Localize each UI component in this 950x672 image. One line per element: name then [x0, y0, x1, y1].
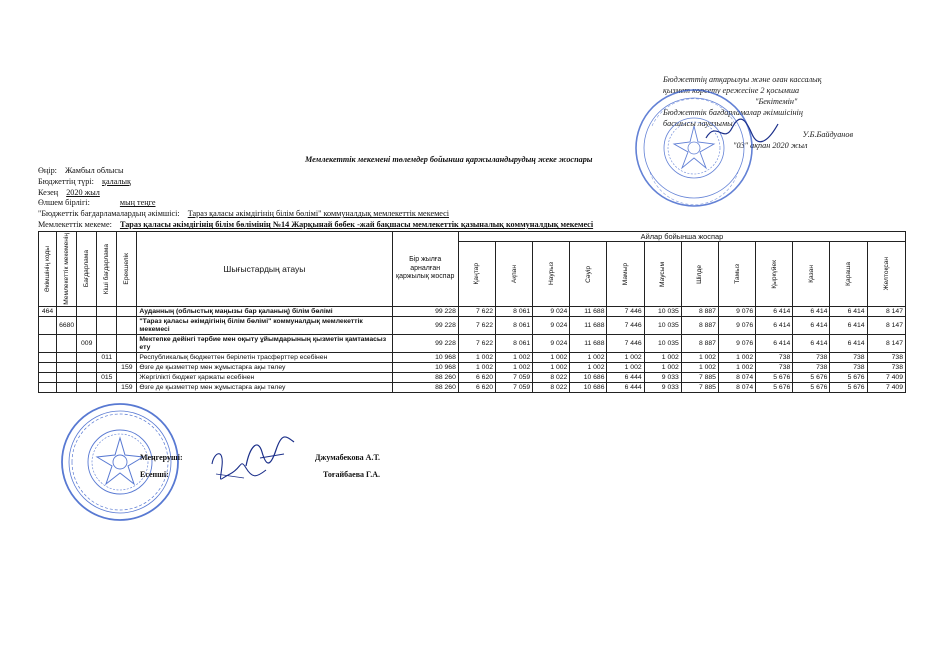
month-value-cell: 6 620 [458, 373, 495, 383]
document-title: Мемлекеттік мекемені төлемдер бойынша қаржыландырудың жеке жоспары [305, 155, 593, 164]
month-value-cell: 6 620 [458, 383, 495, 393]
approval-line-4: Бюджеттік бағдарламалар әкімшісінің [663, 108, 803, 117]
month-value-cell: 11 688 [570, 307, 607, 317]
month-value-cell: 738 [793, 353, 830, 363]
annual-total-cell: 88 260 [392, 383, 458, 393]
month-value-cell: 10 035 [644, 335, 681, 353]
code-cell [77, 353, 97, 363]
code-cell: 159 [117, 363, 137, 373]
approval-line-5: басшысы лауазымы [663, 119, 733, 128]
info-budget-type-label: Бюджеттің түрі: [38, 176, 94, 186]
month-value-cell: 8 147 [867, 335, 905, 353]
month-value-cell: 9 076 [718, 317, 755, 335]
info-unit-label: Өлшем бірлігі: [38, 198, 90, 208]
code-cell: 015 [97, 373, 117, 383]
approval-signature-icon [702, 116, 782, 146]
month-value-cell: 11 688 [570, 317, 607, 335]
month-value-cell: 1 002 [496, 353, 533, 363]
code-cell [97, 383, 117, 393]
month-value-cell: 738 [867, 353, 905, 363]
header-admin-code: Әкімшінің коды [39, 232, 57, 307]
header-month: Қыркүйек [756, 242, 793, 307]
month-value-cell: 10 035 [644, 307, 681, 317]
month-value-cell: 6 444 [607, 383, 644, 393]
month-value-cell: 9 033 [644, 373, 681, 383]
code-cell [77, 317, 97, 335]
month-value-cell: 6 414 [830, 307, 867, 317]
month-value-cell: 1 002 [458, 353, 495, 363]
month-value-cell: 1 002 [458, 363, 495, 373]
code-cell [57, 307, 77, 317]
code-cell: 6680 [57, 317, 77, 335]
annual-total-cell: 99 228 [392, 317, 458, 335]
signature-accountant-label: Есепші: [140, 470, 169, 479]
code-cell [77, 373, 97, 383]
code-cell [97, 335, 117, 353]
month-value-cell: 9 076 [718, 335, 755, 353]
info-period [38, 188, 593, 199]
month-value-cell: 738 [756, 353, 793, 363]
info-period-label: Кезең [38, 187, 59, 197]
code-cell [117, 335, 137, 353]
month-value-cell: 8 061 [496, 335, 533, 353]
table-row [39, 373, 906, 383]
code-cell [39, 335, 57, 353]
info-institution [38, 220, 593, 231]
expense-name-cell: "Тараз қаласы әкімдігінің білім бөлімі" коммуналдық мемлекеттік мекемесі [137, 317, 392, 335]
month-value-cell: 6 414 [830, 317, 867, 335]
month-value-cell: 6 414 [793, 307, 830, 317]
approval-line-2: қызмет көрсету ережесіне 2 қосымша [663, 86, 800, 95]
month-value-cell: 738 [867, 363, 905, 373]
header-month: Қазан [793, 242, 830, 307]
header-month: Қараша [830, 242, 867, 307]
header-institution: Мемлекеттік мекеменің [57, 232, 77, 307]
code-cell [39, 383, 57, 393]
month-value-cell: 9 033 [644, 383, 681, 393]
code-cell [117, 373, 137, 383]
month-value-cell: 11 688 [570, 335, 607, 353]
table-row [39, 317, 906, 335]
month-value-cell: 10 686 [570, 373, 607, 383]
month-value-cell: 5 676 [793, 373, 830, 383]
approval-date: "03" ақпан 2020 жыл [733, 141, 808, 150]
header-month: Мамыр [607, 242, 644, 307]
code-cell: 464 [39, 307, 57, 317]
code-cell [77, 363, 97, 373]
header-month: Тамыз [718, 242, 755, 307]
month-value-cell: 7 446 [607, 317, 644, 335]
month-value-cell: 7 622 [458, 317, 495, 335]
month-value-cell: 1 002 [570, 363, 607, 373]
month-value-cell: 1 002 [607, 363, 644, 373]
header-month: Ақпан [496, 242, 533, 307]
month-value-cell: 9 024 [533, 335, 570, 353]
code-cell [57, 373, 77, 383]
code-cell: 009 [77, 335, 97, 353]
code-cell [97, 363, 117, 373]
month-value-cell: 738 [830, 353, 867, 363]
month-value-cell: 1 002 [533, 353, 570, 363]
header-program: Бағдарлама [77, 232, 97, 307]
month-value-cell: 6 414 [793, 335, 830, 353]
month-value-cell: 1 002 [496, 363, 533, 373]
month-value-cell: 8 887 [681, 335, 718, 353]
code-cell [39, 317, 57, 335]
month-value-cell: 1 002 [681, 353, 718, 363]
signature-head-name: Джумабекова А.Т. [315, 453, 380, 462]
month-value-cell: 8 022 [533, 373, 570, 383]
header-months-group: Айлар бойынша жоспар [458, 232, 905, 242]
header-month: Шілде [681, 242, 718, 307]
month-value-cell: 5 676 [756, 383, 793, 393]
table-row [39, 335, 906, 353]
month-value-cell: 10 035 [644, 317, 681, 335]
month-value-cell: 7 409 [867, 383, 905, 393]
month-value-cell: 5 676 [793, 383, 830, 393]
code-cell [39, 373, 57, 383]
expense-name-cell: Ауданның (облыстық маңызы бар қаланың) білім бөлімі [137, 307, 392, 317]
code-cell [39, 363, 57, 373]
month-value-cell: 738 [793, 363, 830, 373]
header-month: Маусым [644, 242, 681, 307]
code-cell [117, 317, 137, 335]
annual-total-cell: 10 968 [392, 353, 458, 363]
month-value-cell: 738 [756, 363, 793, 373]
header-month: Сәуір [570, 242, 607, 307]
approval-line-3: "Бекітемін" [755, 97, 798, 106]
code-cell [97, 317, 117, 335]
info-period-value: 2020 жыл [66, 187, 100, 197]
approval-line-1: Бюджеттің атқарылуы және оған кассалық [663, 75, 822, 84]
table-row [39, 353, 906, 363]
month-value-cell: 8 887 [681, 317, 718, 335]
accountant-signature-icon [208, 444, 270, 484]
month-value-cell: 7 446 [607, 335, 644, 353]
annual-total-cell: 99 228 [392, 335, 458, 353]
info-admin-value: Тараз қаласы әкімдігінің білім бөлімі" коммуналдық мемлекеттік мекемесі [187, 209, 450, 219]
header-month: Желтоқсан [867, 242, 905, 307]
info-institution-label: Мемлекеттік мекеме: [38, 219, 112, 229]
expense-name-cell: Республикалық бюджеттен берілетін трасферттер есебінен [137, 353, 392, 363]
header-subprogram: Кіші бағдарлама [97, 232, 117, 307]
month-value-cell: 8 074 [718, 383, 755, 393]
month-value-cell: 1 002 [718, 353, 755, 363]
month-value-cell: 5 676 [830, 383, 867, 393]
code-cell [57, 353, 77, 363]
code-cell [57, 335, 77, 353]
code-cell [39, 353, 57, 363]
code-cell [57, 383, 77, 393]
month-value-cell: 8 022 [533, 383, 570, 393]
month-value-cell: 7 885 [681, 383, 718, 393]
month-value-cell: 1 002 [718, 363, 755, 373]
month-value-cell: 8 147 [867, 317, 905, 335]
month-value-cell: 7 622 [458, 335, 495, 353]
month-value-cell: 7 622 [458, 307, 495, 317]
month-value-cell: 7 446 [607, 307, 644, 317]
expense-name-cell: Мектепке дейінгі тәрбие мен оқыту ұйымдарының қызметін қамтамасыз ету [137, 335, 392, 353]
info-region [38, 166, 593, 177]
month-value-cell: 8 061 [496, 307, 533, 317]
table-row [39, 363, 906, 373]
month-value-cell: 6 414 [756, 317, 793, 335]
info-unit-value: мың теңге [119, 198, 156, 208]
month-value-cell: 10 686 [570, 383, 607, 393]
month-value-cell: 7 059 [496, 373, 533, 383]
table-row [39, 383, 906, 393]
info-budget-type-value: қалалық [101, 176, 132, 186]
expense-name-cell: Өзге де қызметтер мен жұмыстарға ақы төлеу [137, 383, 392, 393]
month-value-cell: 8 887 [681, 307, 718, 317]
table-body [39, 307, 906, 393]
annual-total-cell: 99 228 [392, 307, 458, 317]
month-value-cell: 1 002 [681, 363, 718, 373]
financing-plan-table [38, 231, 906, 393]
info-admin [38, 209, 593, 220]
month-value-cell: 8 147 [867, 307, 905, 317]
month-value-cell: 1 002 [644, 363, 681, 373]
month-value-cell: 6 444 [607, 373, 644, 383]
month-value-cell: 6 414 [830, 335, 867, 353]
header-total: Бір жылға арналған қаржылық жоспар [392, 232, 458, 307]
annual-total-cell: 88 260 [392, 373, 458, 383]
month-value-cell: 1 002 [570, 353, 607, 363]
info-block [38, 166, 593, 231]
month-value-cell: 7 409 [867, 373, 905, 383]
month-value-cell: 9 076 [718, 307, 755, 317]
info-region-label: Өңір: [38, 166, 57, 175]
code-cell [57, 363, 77, 373]
header-name: Шығыстардың атауы [137, 232, 392, 307]
info-institution-value: Тараз қаласы әкімдігінің білім бөлімінің №14 Жарқынай бөбек -жай бақшасы мемлекеттік қазыналық коммуналдық мекемесі [119, 219, 594, 229]
month-value-cell: 8 074 [718, 373, 755, 383]
code-cell: 011 [97, 353, 117, 363]
code-cell: 159 [117, 383, 137, 393]
signature-accountant-name: Тоғайбаева Г.А. [322, 470, 380, 479]
approval-stamp-icon [632, 86, 756, 210]
month-value-cell: 7 059 [496, 383, 533, 393]
code-cell [77, 307, 97, 317]
month-value-cell: 5 676 [756, 373, 793, 383]
info-region-value: Жамбыл облысы [65, 166, 124, 175]
code-cell [97, 307, 117, 317]
month-value-cell: 7 885 [681, 373, 718, 383]
month-value-cell: 738 [830, 363, 867, 373]
month-value-cell: 1 002 [644, 353, 681, 363]
code-cell [117, 307, 137, 317]
annual-total-cell: 10 968 [392, 363, 458, 373]
approval-signer: У.Б.Байдуанов [802, 130, 853, 139]
signature-head-label: Меңгеруші: [140, 453, 183, 462]
month-value-cell: 9 024 [533, 307, 570, 317]
code-cell [77, 383, 97, 393]
month-value-cell: 6 414 [793, 317, 830, 335]
code-cell [117, 353, 137, 363]
header-specific: Ерекшелік [117, 232, 137, 307]
header-month: Қаңтар [458, 242, 495, 307]
info-unit [38, 198, 593, 209]
month-value-cell: 6 414 [756, 307, 793, 317]
month-value-cell: 5 676 [830, 373, 867, 383]
info-admin-label: "Бюджеттік бағдарламалардың әкімшісі: [38, 209, 180, 219]
month-value-cell: 6 414 [756, 335, 793, 353]
month-value-cell: 1 002 [533, 363, 570, 373]
month-value-cell: 1 002 [607, 353, 644, 363]
expense-name-cell: Жергілікті бюджет қаржаты есебінен [137, 373, 392, 383]
month-value-cell: 9 024 [533, 317, 570, 335]
header-month: Наурыз [533, 242, 570, 307]
month-value-cell: 8 061 [496, 317, 533, 335]
info-budget-type [38, 177, 593, 188]
expense-name-cell: Өзге де қызметтер мен жұмыстарға ақы төлеу [137, 363, 392, 373]
table-row [39, 307, 906, 317]
